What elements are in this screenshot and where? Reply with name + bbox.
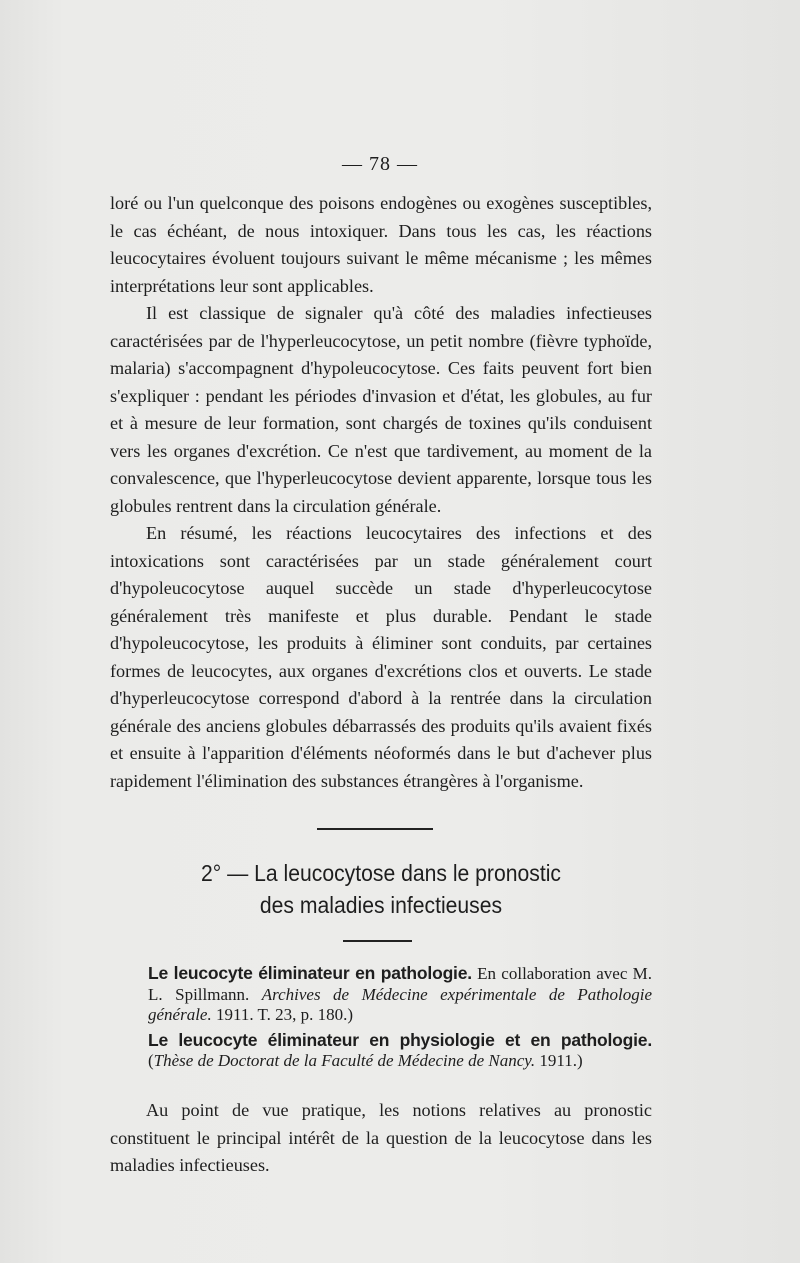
section-title bbox=[137, 857, 625, 921]
reference-journal: Thèse de Doctorat de la Faculté de Médecine de Nancy. bbox=[153, 1051, 536, 1070]
reference-text: 1911.) bbox=[535, 1051, 583, 1070]
closing-text bbox=[110, 1097, 652, 1180]
reference-journal: Archives de Médecine expérimentale de Pathologie générale. bbox=[148, 984, 653, 1024]
section-title-line: des maladies infectieuses bbox=[259, 892, 503, 918]
paragraph: loré ou l'un quelconque des poisons endogènes ou exogènes susceptibles, le cas échéant, de nous intoxiquer. Dans tous les cas, les réactions leucocytaires évoluent toujours suivant le même mécanisme ; les mêmes interprétations leur sont applicables. bbox=[110, 193, 652, 296]
section-divider-top bbox=[317, 828, 433, 830]
page-number: — 78 — bbox=[342, 153, 418, 175]
reference-text: ( bbox=[148, 1051, 154, 1070]
references bbox=[148, 963, 652, 1076]
section-divider-bottom bbox=[343, 940, 412, 942]
section-title-line: 2° — La leucocytose dans le pronostic bbox=[201, 860, 561, 886]
reference-text: 1911. T. 23, p. 180.) bbox=[211, 1005, 354, 1024]
reference-title: Le leucocyte éliminateur en pathologie. bbox=[148, 963, 472, 983]
reference-entry bbox=[148, 1030, 652, 1072]
reference-title: Le leucocyte éliminateur en physiologie et en pathologie. bbox=[148, 1029, 652, 1050]
reference-entry bbox=[148, 963, 652, 1026]
paragraph: Au point de vue pratique, les notions relatives au pronostic constituent le principal intérêt de la question de la leucocytose dans les maladies infectieuses. bbox=[110, 1100, 652, 1175]
paragraph: Il est classique de signaler qu'à côté des maladies infectieuses caractérisées par de l'hyperleucocytose, un petit nombre (fièvre typhoïde, malaria) s'accompagnent d'hypoleucocytose. Ces faits peuvent fort bien s'expliquer : pendant les périodes d'invasion et d'état, les globules, au fur et à mesure de leur formation, sont chargés de toxines qu'ils conduisent vers les organes d'excrétion. Ce n'est que tardivement, au moment de la convalescence, que l'hyperleucocytose devient apparente, lorsque tous les globules rentrent dans la circulation générale. bbox=[110, 303, 652, 516]
paragraph: En résumé, les réactions leucocytaires des infections et des intoxications sont caractérisées par un stade généralement court d'hypoleucocytose auquel succède un stade d'hyperleucocytose généralement très manifeste et plus durable. Pendant le stade d'hypoleucocytose, les produits à éliminer sont conduits, par certaines formes de leucocytes, aux organes d'excrétions clos et ouverts. Le stade d'hyperleucocytose correspond d'abord à la rentrée dans la circulation générale des anciens globules débarrassés des produits qu'ils avaient fixés et ensuite à l'apparition d'éléments néoformés dans le but d'achever plus rapidement l'élimination des substances étrangères à l'organisme. bbox=[110, 523, 652, 791]
reference-text: En collaboration avec M. L. Spillmann. bbox=[148, 964, 652, 1004]
body-text bbox=[110, 190, 652, 795]
